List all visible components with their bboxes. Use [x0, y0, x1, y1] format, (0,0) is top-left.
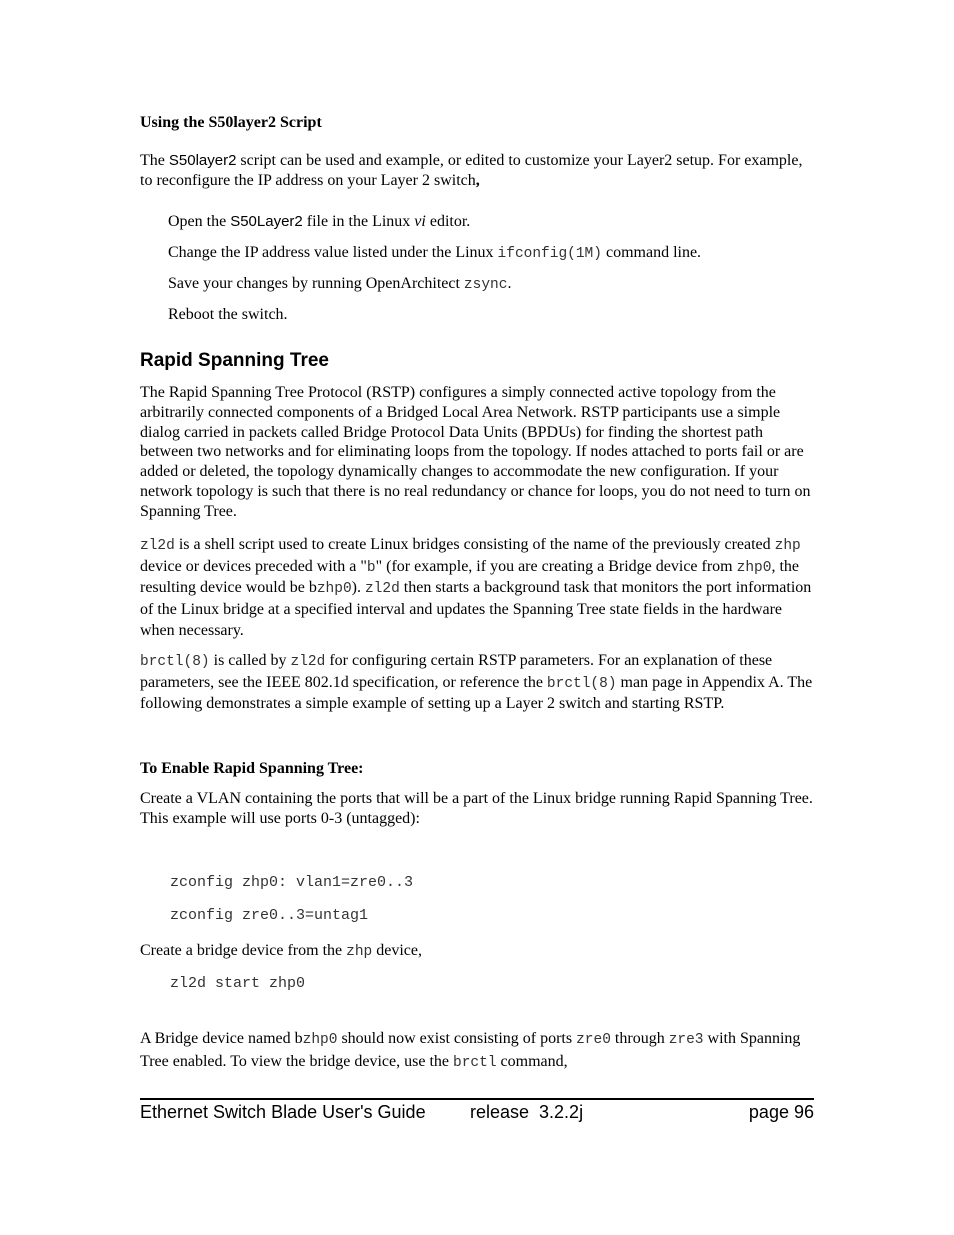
code-line-1: zconfig zhp0: vlan1=zre0..3 [170, 874, 414, 891]
footer-title: Ethernet Switch Blade User's Guide [140, 1102, 426, 1122]
zl2d-paragraph: zl2d is a shell script used to create Linux bridges consisting of the name of the previously created zhp device or devices preceded with a "b" (for example, if you are creating a Bridge device from zhp0, the resulting device would be bzhp0). zl2d then starts a background task that monitors the port information of the Linux bridge at a specified interval and updates the Spanning Tree state fields in the hardware when necessary. [140, 536, 812, 639]
section-heading-enable-rstp: To Enable Rapid Spanning Tree: [140, 760, 364, 777]
rstp-paragraph: The Rapid Spanning Tree Protocol (RSTP) configures a simply connected active topology from the arbitrarily connected components of a Bridged Local Area Network. RSTP participants use a simple dialog carried in packets called Bridge Protocol Data Units (BPDUs) for finding the shortest path between two networks and for eliminating loops from the topology. If nodes attached to ports fail or are added or deleted, the topology dynamically changes to accommodate the new configuration. If your network topology is such that there is no real redundancy or chance for loops, you do not need to turn on Spanning Tree. [140, 384, 811, 520]
bridge-paragraph: Create a bridge device from the zhp device, [140, 942, 422, 960]
vlan-paragraph: Create a VLAN containing the ports that will be a part of the Linux bridge running Rapid Spanning Tree. This example will use ports 0-3 (untagged): [140, 790, 813, 827]
footer-divider [140, 1098, 814, 1100]
code-line-3: zl2d start zhp0 [170, 975, 306, 992]
step-3: Save your changes by running OpenArchitect zsync. [168, 275, 512, 293]
section-heading-s50layer2: Using the S50layer2 Script [140, 114, 322, 131]
footer-release: release 3.2.2j [470, 1102, 584, 1122]
section-heading-rapid-spanning-tree: Rapid Spanning Tree [140, 350, 329, 371]
step-4: Reboot the switch. [168, 306, 288, 323]
step-1: Open the S50Layer2 file in the Linux vi editor. [168, 213, 471, 230]
step-2: Change the IP address value listed under the Linux ifconfig(1M) command line. [168, 244, 702, 262]
footer-page-number: page 96 [748, 1102, 814, 1122]
code-line-2: zconfig zre0..3=untag1 [170, 907, 369, 924]
intro-paragraph: The S50layer2 script can be used and example, or edited to customize your Layer2 setup. For example, to reconfigure the IP address on your Layer 2 switch, [140, 152, 803, 189]
bridge-result-paragraph: A Bridge device named bzhp0 should now exist consisting of ports zre0 through zre3 with Spanning Tree enabled. To view the bridge device, use the brctl command, [140, 1030, 801, 1071]
brctl-paragraph: brctl(8) is called by zl2d for configuring certain RSTP parameters. For an explanation of these parameters, see the IEEE 802.1d specification, or reference the brctl(8) man page in Appendix A. The following demonstrates a simple example of setting up a Layer 2 switch and starting RSTP. [140, 652, 813, 713]
